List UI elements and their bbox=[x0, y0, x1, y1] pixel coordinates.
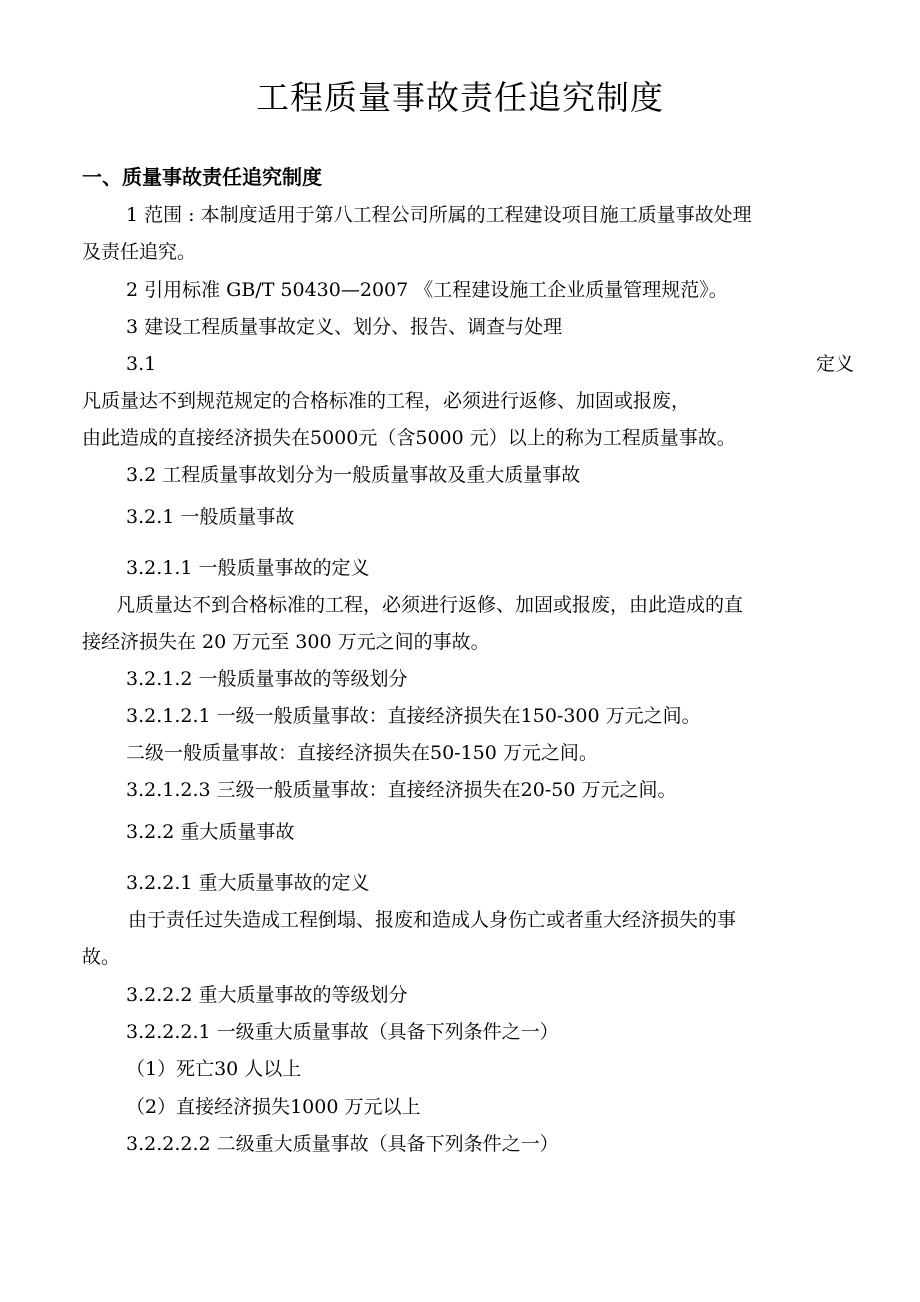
paragraph-line: 2 引用标准 GB/T 50430—2007 《工程建设施工企业质量管理规范》。 bbox=[126, 279, 728, 301]
paragraph-line: 接经济损失在 20 万元至 300 万元之间的事故。 bbox=[82, 631, 490, 653]
paragraph-line: 3.2.2.2.1 一级重大质量事故（具备下列条件之一） bbox=[126, 1021, 559, 1043]
clause-number: 3.1 bbox=[126, 353, 157, 375]
section-heading: 一、质量事故责任追究制度 bbox=[82, 165, 322, 189]
definition-row bbox=[126, 350, 854, 378]
paragraph-line: （1）死亡30 人以上 bbox=[126, 1058, 302, 1080]
paragraph-line: 凡质量达不到规范规定的合格标准的工程，必须进行返修、加固或报废， bbox=[82, 390, 691, 412]
paragraph-line: 二级一般质量事故：直接经济损失在50-150 万元之间。 bbox=[126, 742, 598, 764]
paragraph-line: 3.2.2 重大质量事故 bbox=[126, 821, 295, 843]
paragraph-line: 凡质量达不到合格标准的工程，必须进行返修、加固或报废，由此造成的直 bbox=[116, 594, 744, 616]
paragraph-line: 及责任追究。 bbox=[82, 241, 197, 263]
paragraph-line: 3.2.1 一般质量事故 bbox=[126, 506, 295, 528]
paragraph-line: 3.2.2.1 重大质量事故的定义 bbox=[126, 872, 370, 894]
document-title: 工程质量事故责任追究制度 bbox=[256, 78, 664, 117]
clause-label: 定义 bbox=[815, 353, 854, 375]
paragraph-line: 1 范围 : 本制度适用于第八工程公司所属的工程建设项目施工质量事故处理 bbox=[126, 204, 752, 226]
paragraph-line: 故。 bbox=[82, 946, 121, 968]
paragraph-line: 3.2.1.2.3 三级一般质量事故：直接经济损失在20-50 万元之间。 bbox=[126, 779, 677, 801]
paragraph-line: 由此造成的直接经济损失在5000元（含5000 元）以上的称为工程质量事故。 bbox=[82, 427, 736, 449]
paragraph-line: 3.2.2.2.2 二级重大质量事故（具备下列条件之一） bbox=[126, 1133, 559, 1155]
paragraph-line: 3.2.2.2 重大质量事故的等级划分 bbox=[126, 984, 408, 1006]
paragraph-line: 3.2.1.2 一般质量事故的等级划分 bbox=[126, 668, 408, 690]
paragraph-line: 3 建设工程质量事故定义、划分、报告、调查与处理 bbox=[126, 316, 563, 338]
paragraph-line: 3.2 工程质量事故划分为一般质量事故及重大质量事故 bbox=[126, 464, 581, 486]
paragraph-line: （2）直接经济损失1000 万元以上 bbox=[126, 1096, 421, 1118]
paragraph-line: 3.2.1.2.1 一级一般质量事故：直接经济损失在150-300 万元之间。 bbox=[126, 705, 701, 727]
paragraph-line: 由于责任过失造成工程倒塌、报废和造成人身伤亡或者重大经济损失的事 bbox=[128, 909, 737, 931]
paragraph-line: 3.2.1.1 一般质量事故的定义 bbox=[126, 557, 370, 579]
